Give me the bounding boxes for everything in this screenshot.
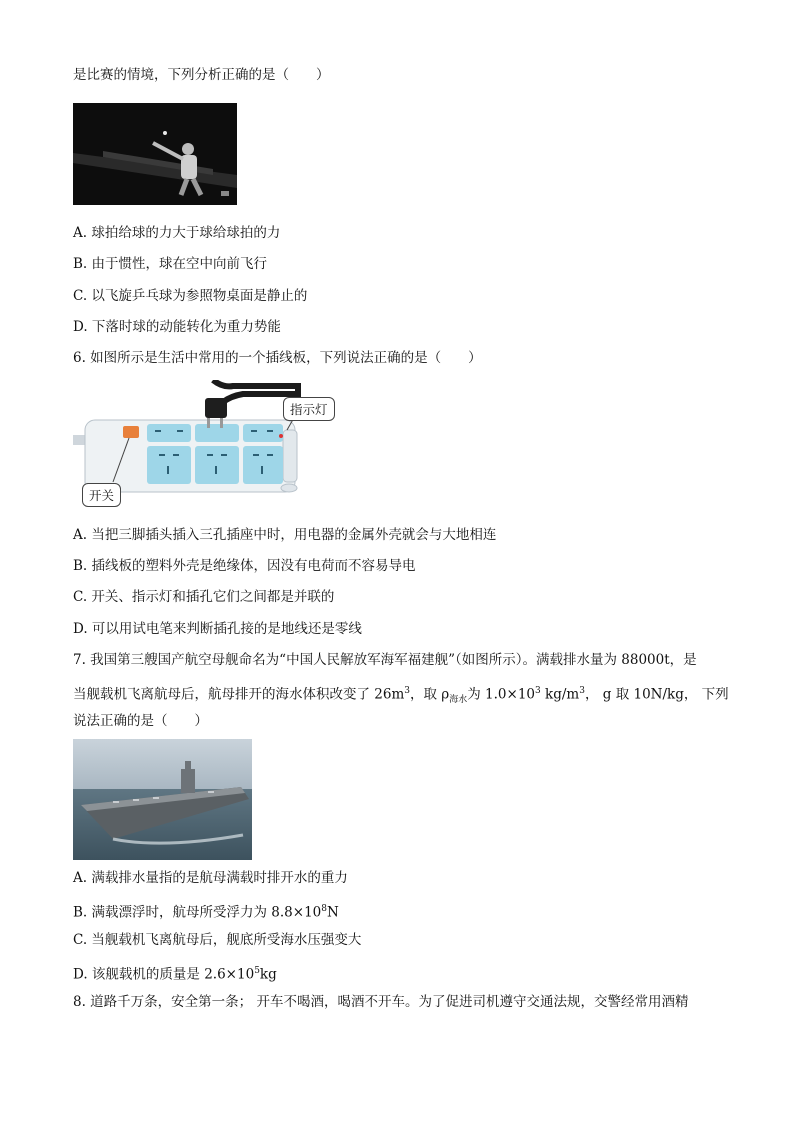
q6-option-d: D. 可以用试电笔来判断插孔接的是地线还是零线 xyxy=(73,621,362,637)
q5-option-c: C. 以飞旋乒乓球为参照物桌面是静止的 xyxy=(73,288,308,304)
q7-option-a: A. 满载排水量指的是航母满载时排开水的重力 xyxy=(73,870,348,886)
q5-option-d: D. 下落时球的动能转化为重力势能 xyxy=(73,319,281,335)
aircraft-carrier-photo xyxy=(73,739,252,860)
question-5-stem-tail: 是比赛的情境，下列分析正确的是（ ） xyxy=(73,67,330,83)
q6-option-c: C. 开关、指示灯和插孔它们之间都是并联的 xyxy=(73,589,335,605)
q5-option-a: A. 球拍给球的力大于球给球拍的力 xyxy=(73,225,281,241)
q7-option-c: C. 当舰载机飞离航母后，舰底所受海水压强变大 xyxy=(73,932,362,948)
q6-stem: 6. 如图所示是生活中常用的一个插线板，下列说法正确的是（ ） xyxy=(73,350,482,366)
indicator-light-label: 指示灯 xyxy=(283,397,335,421)
ping-pong-photo xyxy=(73,103,237,205)
q6-option-a: A. 当把三脚插头插入三孔插座中时，用电器的金属外壳就会与大地相连 xyxy=(73,527,497,543)
q6-option-b: B. 插线板的塑料外壳是绝缘体，因没有电荷而不容易导电 xyxy=(73,558,416,574)
q8-stem: 8. 道路千万条，安全第一条； 开车不喝酒，喝酒不开车。为了促进司机遵守交通法规，交警经常用酒精 xyxy=(73,994,689,1010)
q7-stem-line1: 7. 我国第三艘国产航空母舰命名为“中国人民解放军海军福建舰”（如图所示）。满载排水量为 88000t，是 xyxy=(73,652,697,668)
q5-option-b: B. 由于惯性，球在空中向前飞行 xyxy=(73,256,268,272)
switch-label: 开关 xyxy=(82,483,121,507)
q7-stem-line2: 当舰载机飞离航母后，航母排开的海水体积改变了 $26m^3$，取 $\rho_{海水}$为 $1.0\times 10^3$ $kg/m^3$， g 取 10N/kg， 下列 xyxy=(73,686,729,706)
q7-stem-line3: 说法正确的是（ ） xyxy=(73,713,208,729)
q7-option-b: B. 满载漂浮时，航母所受浮力为 $8.8\times 10^8N$ xyxy=(73,904,339,921)
q7-option-d: D. 该舰载机的质量是 $2.6\times 10^5kg$ xyxy=(73,966,277,983)
